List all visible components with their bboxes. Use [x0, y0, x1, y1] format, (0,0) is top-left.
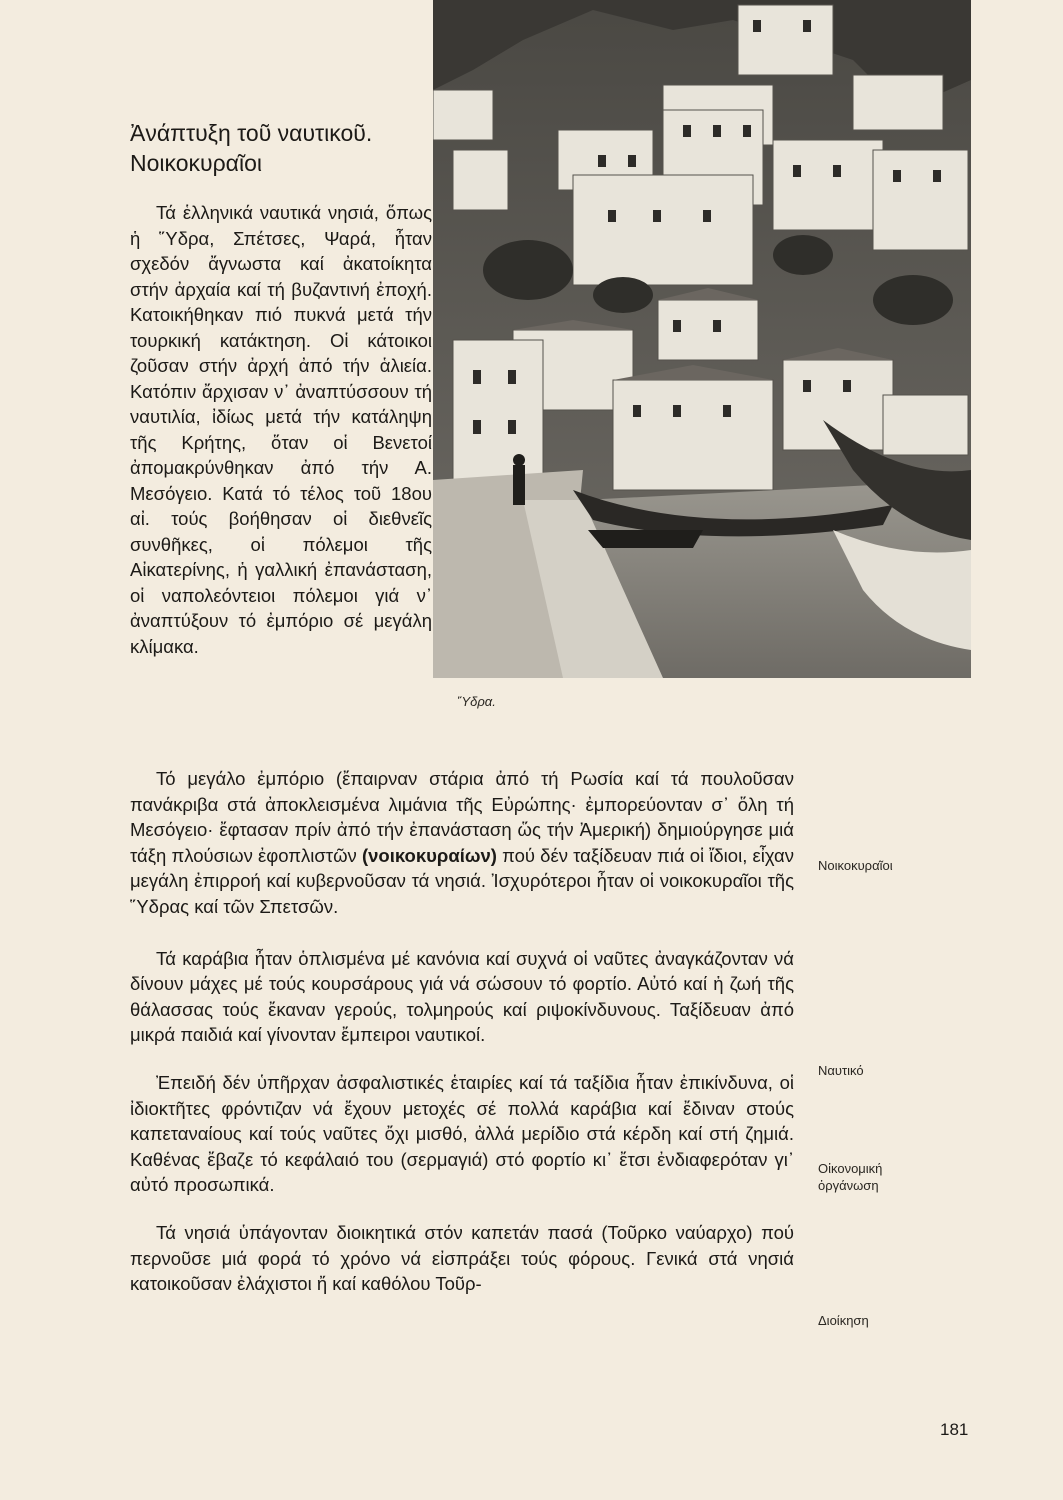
- intro-column: [130, 200, 432, 659]
- paragraph-economy: Ἐπειδή δέν ὑπῆρχαν ἀσφαλιστικές ἑταιρίες καί τά ταξίδια ἦταν ἐπικίνδυνα, οἱ ἰδιοκτῆτες φρόντιζαν νά ἔχουν μετοχές σέ πολλά καράβια καί ἔδιναν στούς καπεταναίους καί τούς ναῦτες ὄχι μισθό, ἀλλά μερίδιο στά κέρδη καί στή ζημιά. Καθένας ἔβαζε τό κεφάλαιό του (σερμαγιά) στό φορτίο κι᾽ ἔτσι ἐνδιαφερόταν γι᾽ αὐτό προσωπικά.: [130, 1071, 794, 1196]
- section-heading: [130, 118, 430, 178]
- paragraph-merchants-part2: πού δέν ταξίδευαν πιά οἱ ἴδιοι, εἶχαν μεγάλη ἐπιρροή καί κυβερνοῦσαν τά νησιά. Ἰσχυρότεροι ἦταν οἱ νοικοκυραῖοι τῆς Ὕδρας καί τῶν Σπετσῶν.: [130, 844, 795, 917]
- hydra-photo: [433, 0, 971, 678]
- paragraph-sailors: Τά καράβια ἦταν ὁπλισμένα μέ κανόνια καί συχνά οἱ ναῦτες ἀναγκάζονταν νά δίνουν μάχες μέ τούς κουρσάρους γιά νά σώσουν τό φορτίο. Αὐτό καί ἡ ζωή τῆς θάλασσας τούς ἔκαναν γερούς, τολμηρούς καί ριψοκίνδυνους. Ταξίδευαν ἀπό μικρά παιδιά καί γίνονταν ἔμπειροι ναυτικοί.: [130, 947, 794, 1046]
- photo-caption: Ὕδρα.: [457, 694, 496, 709]
- intro-paragraph: Τά ἑλληνικά ναυτικά νησιά, ὅπως ἡ Ὕδρα, Σπέτσες, Ψαρά, ἦταν σχεδόν ἄγνωστα καί ἀκατοίκητα στήν ἀρχαία καί τή βυζαντινή ἐποχή. Κατοικήθηκαν πιό πυκνά μετά τήν τουρκική κατάκτηση. Οἱ κάτοικοι ζοῦσαν στήν ἀρχή ἀπό τήν ἁλιεία. Κατόπιν ἄρχισαν ν᾽ ἀναπτύσσουν τή ναυτιλία, ἰδίως μετά τήν κατάληψη τῆς Κρήτης, ὅταν οἱ Βενετοί ἀπομακρύνθηκαν ἀπό τήν Α. Μεσόγειο. Κατά τό τέλος τοῦ 18ου αἰ. τούς βοήθησαν οἱ διεθνεῖς συνθῆκες, οἱ πόλεμοι τῆς Αἰκατερίνης, ἡ γαλλική ἐπανάσταση, οἱ ναπολεόντειοι πόλεμοι γιά ν᾽ ἀναπτύξουν τό ἐμπόριο σέ μεγάλη κλίμακα.: [130, 202, 432, 657]
- body-text: [130, 766, 794, 1297]
- margin-note-oikonomiki: [818, 1160, 968, 1194]
- heading-line-1: Ἀνάπτυξη τοῦ ναυτικοῦ.: [130, 120, 373, 146]
- page-number: 181: [940, 1420, 969, 1439]
- paragraph-merchants: [130, 766, 794, 920]
- margin-note-naftiko: Ναυτικό: [818, 1063, 864, 1078]
- paragraph-administration: Τά νησιά ὑπάγονταν διοικητικά στόν καπετάν πασά (Τοῦρκο ναύαρχο) πού περνοῦσε μιά φορά τό χρόνο νά εἰσπράξει τούς φόρους. Γενικά στά νησιά κατοικοῦσαν ἐλάχιστοι ἤ καί καθόλου Τοῦρ-: [130, 1221, 794, 1295]
- heading-line-2: Νοικοκυραῖοι: [130, 150, 262, 176]
- paragraph-merchants-bold-term: (νοικοκυραίων): [361, 844, 497, 866]
- hydra-photo-illustration: [433, 0, 971, 678]
- margin-note-dioikisi: Διοίκηση: [818, 1313, 869, 1328]
- margin-note-noikokyraioi: Νοικοκυραῖοι: [818, 858, 893, 873]
- margin-note-oikonomiki-line1: Οἰκονομική: [818, 1161, 883, 1176]
- paragraph-merchants-part1: Τό μεγάλο ἐμπόριο (ἔπαιρναν στάρια ἀπό τή Ρωσία καί τά πουλοῦσαν πανάκριβα στά ἀποκλεισμένα λιμάνια τῆς Εὐρώπης· ἐμπορεύονταν σ᾽ ὅλη τή Μεσόγειο· ἔφτασαν πρίν ἀπό τήν ἐπανάσταση ὥς τήν Ἀμερική) δημιούργησε μιά τάξη πλούσιων ἐφοπλιστῶν: [130, 768, 794, 866]
- margin-note-oikonomiki-line2: ὀργάνωση: [818, 1178, 879, 1193]
